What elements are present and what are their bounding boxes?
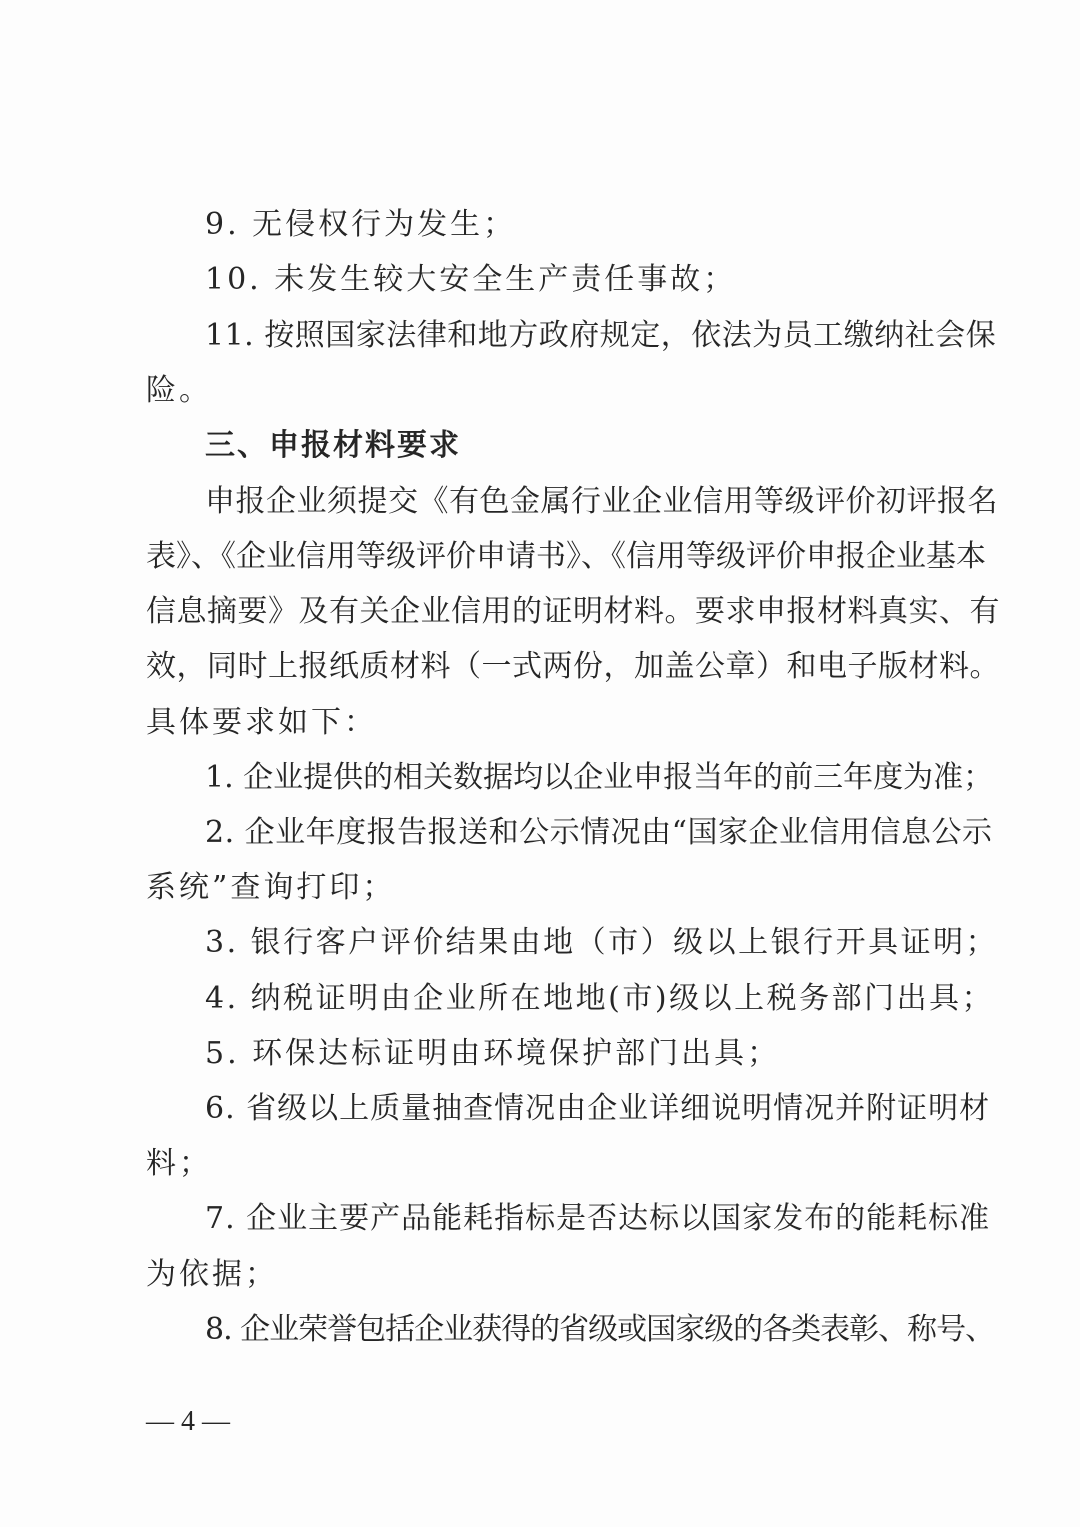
list-item-8: 8. 企业荣誉包括企业获得的省级或国家级的各类表彰、称号、 — [205, 1312, 995, 1347]
list-item-6-continuation: 料； — [146, 1146, 212, 1181]
list-item-9: 9. 无侵权行为发生； — [205, 207, 517, 242]
list-item-6: 6. 省级以上质量抽查情况由企业详细说明情况并附证明材 — [205, 1091, 991, 1126]
list-item-11-continuation: 险。 — [146, 373, 212, 408]
list-item-2-continuation: 系统”查询打印； — [146, 870, 396, 905]
list-item-1: 1. 企业提供的相关数据均以企业申报当年的前三年度为准； — [205, 760, 994, 795]
list-item-7-continuation: 为依据； — [146, 1257, 278, 1292]
list-item-10: 10. 未发生较大安全生产责任事故； — [205, 262, 737, 297]
paragraph-line: 具体要求如下： — [146, 705, 377, 740]
list-item-2: 2. 企业年度报告报送和公示情况由“国家企业信用信息公示 — [205, 815, 993, 850]
list-item-3: 3. 银行客户评价结果由地（市）级以上银行开具证明； — [205, 925, 999, 960]
list-item-5: 5. 环保达标证明由环境保护部门出具； — [205, 1036, 781, 1071]
paragraph-line: 申报企业须提交《有色金属行业企业信用等级评价初评报名 — [205, 484, 998, 519]
paragraph-line: 信息摘要》及有关企业信用的证明材料。要求申报材料真实、有 — [146, 594, 1000, 629]
paragraph-line: 表》、《企业信用等级评价申请书》、《信用等级评价申报企业基本 — [146, 539, 986, 574]
section-heading: 三、申报材料要求 — [205, 428, 461, 463]
paragraph-line: 效，同时上报纸质材料（一式两份，加盖公章）和电子版材料。 — [146, 649, 1000, 684]
list-item-7: 7. 企业主要产品能耗指标是否达标以国家发布的能耗标准 — [205, 1201, 991, 1236]
list-item-11: 11. 按照国家法律和地方政府规定，依法为员工缴纳社会保 — [205, 318, 997, 353]
list-item-4: 4. 纳税证明由企业所在地地(市)级以上税务部门出具； — [205, 981, 995, 1016]
page-number: — 4 — — [146, 1406, 230, 1437]
